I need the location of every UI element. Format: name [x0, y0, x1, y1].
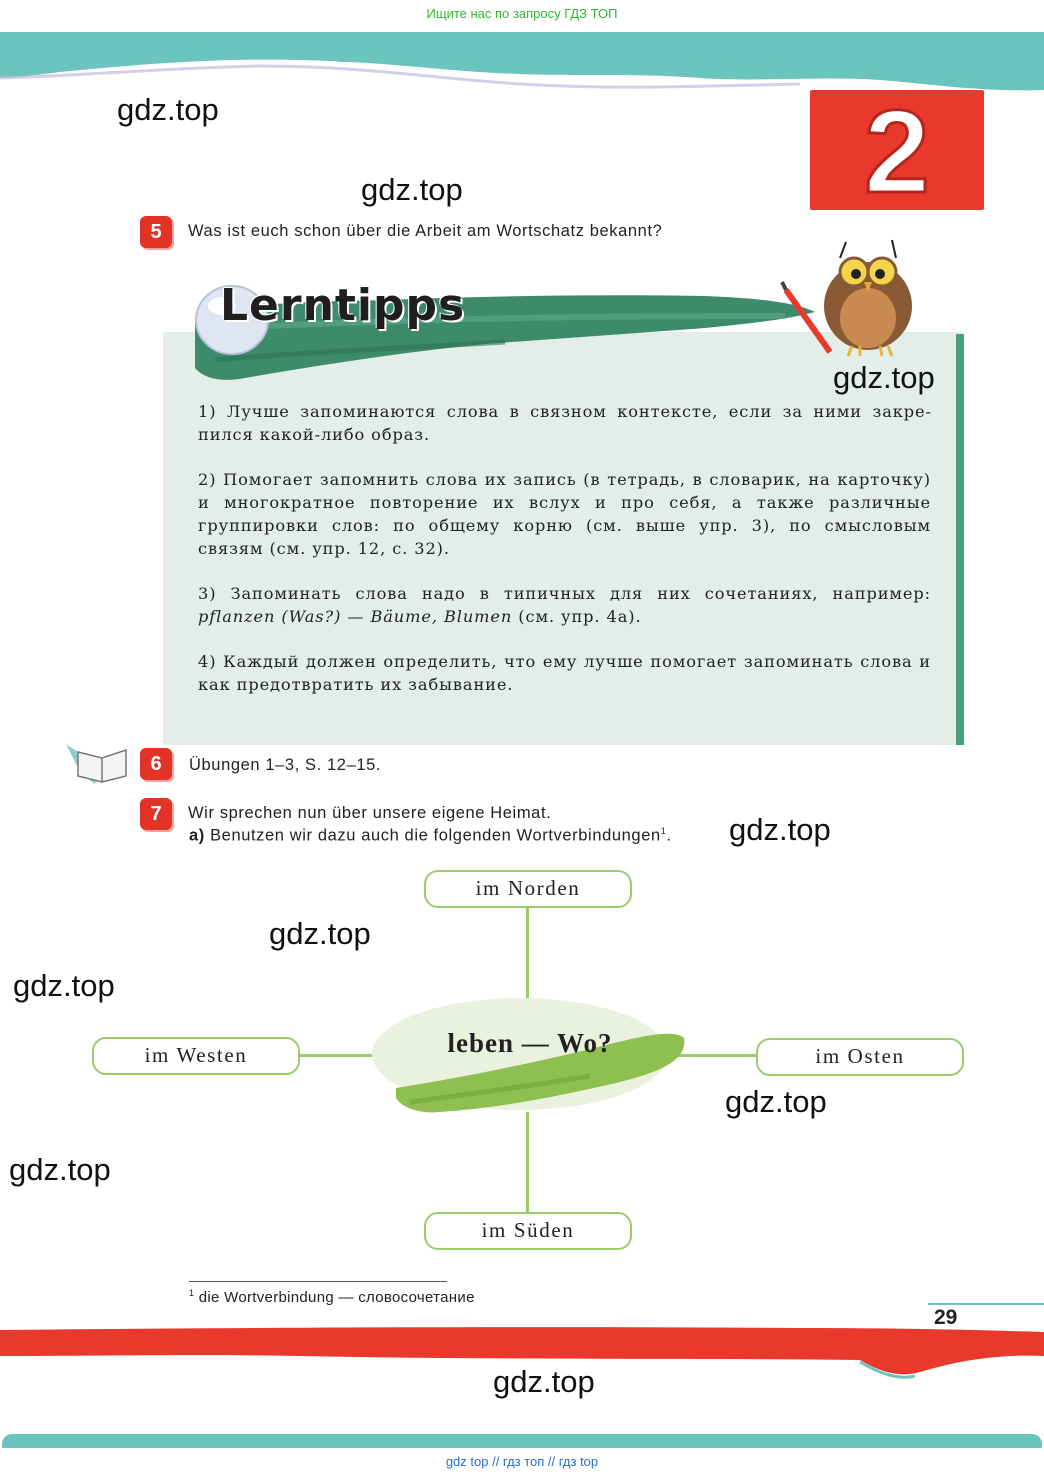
tip-3-suffix: (см. упр. 4а).	[518, 607, 642, 626]
tip-1: 1) Лучше запоминаются слова в связном контексте, если за ними закрепился какой-либо образ.	[198, 402, 931, 444]
watermark: gdz.top	[13, 968, 115, 1003]
node-south: im Süden	[424, 1212, 632, 1250]
footnote-rule	[189, 1281, 447, 1282]
line-west	[298, 1054, 376, 1057]
watermark: gdz.top	[833, 360, 935, 395]
watermark: gdz.top	[9, 1152, 111, 1187]
watermark: gdz.top	[493, 1364, 595, 1399]
chapter-badge	[810, 86, 984, 218]
watermark: gdz.top	[117, 92, 219, 127]
footnote	[189, 1288, 475, 1306]
bottom-links[interactable]: gdz top // гдз топ // гдз top	[445, 1454, 599, 1469]
page-number-rule	[928, 1303, 1044, 1305]
textbook-page	[0, 32, 1044, 1402]
watermark: gdz.top	[729, 812, 831, 847]
lerntipps-box-edge	[956, 334, 964, 745]
page-number: 29	[934, 1306, 958, 1329]
tip-3-example: pflanzen (Was?) — Bäume, Blumen	[198, 607, 513, 626]
line-north	[526, 906, 529, 1000]
task-7a-text: Benutzen wir dazu auch die folgenden Wortverbindungen	[210, 826, 661, 845]
task-7-badge: 7	[140, 798, 172, 830]
node-north: im Norden	[424, 870, 632, 908]
tip-3-prefix: 3) Запоминать слова надо в типичных для них сочетаниях, например:	[198, 584, 931, 603]
diagram-center-text: leben — Wo?	[447, 1028, 613, 1058]
watermark: gdz.top	[725, 1084, 827, 1119]
task-7-text: Wir sprechen nun über unsere eigene Heimat.	[188, 804, 552, 822]
footnote-text: die Wortverbindung — словосочетание	[198, 1289, 475, 1306]
workbook-icon	[64, 738, 136, 788]
lerntipps-title: Lerntipps	[220, 280, 466, 331]
task-7a	[189, 826, 672, 846]
node-east: im Osten	[756, 1038, 964, 1076]
tip-4: 4) Каждый должен определить, что ему лучше помогает запоминать слова и как предотвратить их забывание.	[198, 652, 931, 694]
task-6-text: Übungen 1–3, S. 12–15.	[189, 756, 382, 774]
tip-2: 2) Помогает запомнить слова их запись (в тетрадь, в словарик, на карточку) и многократное повторение их вслух и про себя, а также различные группировки слов: по общему корню (см. выше упр. 3), по смысловым связям (см. упр. 12, с. 32).	[198, 470, 931, 558]
watermark: gdz.top	[361, 172, 463, 207]
task-5-badge: 5	[140, 216, 172, 248]
owl-with-pencil-illustration	[780, 228, 930, 358]
task-7a-end: .	[666, 826, 672, 845]
top-search-banner[interactable]: Ищите нас по запросу ГДЗ ТОП	[426, 6, 618, 21]
footnote-mark: 1	[189, 1288, 195, 1298]
tip-3	[198, 582, 931, 628]
task-7a-footnote-mark: 1	[660, 826, 667, 836]
watermark: gdz.top	[269, 916, 371, 951]
next-page-strip	[2, 1434, 1042, 1448]
task-6-badge: 6	[140, 748, 172, 780]
line-south	[526, 1112, 529, 1214]
chapter-number: 2	[864, 86, 930, 218]
task-7a-label: a)	[189, 826, 205, 845]
node-west: im Westen	[92, 1037, 300, 1075]
task-5-text: Was ist euch schon über die Arbeit am Wortschatz bekannt?	[188, 222, 663, 240]
